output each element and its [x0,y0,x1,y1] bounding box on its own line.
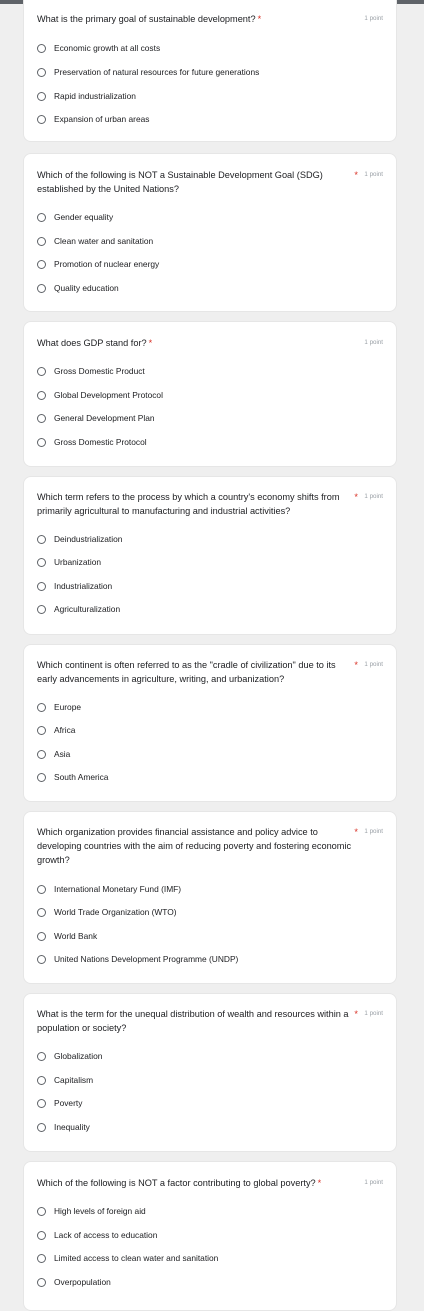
question-title: Which continent is often referred to as the "cradle of civilization" due to its early advancements in agriculture, writing, and urbanization? [37,660,336,684]
option-label: Asia [54,749,71,759]
required-marker: * [354,1009,358,1019]
radio-option[interactable] [37,388,163,402]
radio-option[interactable] [37,929,97,943]
required-marker: * [354,170,358,180]
question-title: Which of the following is NOT a Sustainable Development Goal (SDG) established by the United Nations? [37,170,323,194]
option-label: Promotion of nuclear energy [54,259,160,269]
radio-button[interactable] [37,605,46,614]
option-label: Economic growth at all costs [54,43,161,53]
required-marker: * [148,338,153,348]
radio-option[interactable] [37,411,155,425]
option-label: Expansion of urban areas [54,114,150,124]
radio-button[interactable] [37,750,46,759]
option-label: Deindustrialization [54,534,123,544]
radio-button[interactable] [37,726,46,735]
radio-option[interactable] [37,1228,157,1242]
radio-button[interactable] [37,1278,46,1287]
option-label: Lack of access to education [54,1230,158,1240]
radio-option[interactable] [37,532,122,546]
question-card [23,993,397,1152]
question-title: Which term refers to the process by which a country's economy shifts from primarily agricultural to manufacturing and industrial activities? [37,492,340,516]
option-label: United Nations Development Programme (UNDP) [54,954,239,964]
radio-button[interactable] [37,68,46,77]
option-label: Limited access to clean water and sanitation [54,1253,219,1263]
option-label: World Bank [54,931,98,941]
option-label: International Monetary Fund (IMF) [54,884,182,894]
radio-option[interactable] [37,1204,146,1218]
radio-button[interactable] [37,237,46,246]
option-label: High levels of foreign aid [54,1206,146,1216]
option-label: Africa [54,725,76,735]
radio-option[interactable] [37,210,113,224]
radio-button[interactable] [37,1123,46,1132]
option-label: General Development Plan [54,413,155,423]
option-label: Globalization [54,1051,103,1061]
option-label: Overpopulation [54,1277,111,1287]
radio-option[interactable] [37,700,81,714]
radio-option[interactable] [37,65,259,79]
radio-option[interactable] [37,579,112,593]
option-label: Rapid industrialization [54,91,136,101]
radio-button[interactable] [37,260,46,269]
question-title: What does GDP stand for? * [37,338,153,348]
radio-button[interactable] [37,1231,46,1240]
radio-option[interactable] [37,1275,111,1289]
points-label: 1 point [364,1010,383,1017]
radio-button[interactable] [37,367,46,376]
radio-button[interactable] [37,1207,46,1216]
radio-button[interactable] [37,1254,46,1263]
radio-option[interactable] [37,882,181,896]
radio-option[interactable] [37,905,177,919]
required-marker: * [354,492,358,502]
required-marker: * [354,827,358,837]
radio-option[interactable] [37,1073,93,1087]
option-label: Poverty [54,1098,83,1108]
option-label: World Trade Organization (WTO) [54,907,177,917]
radio-button[interactable] [37,535,46,544]
points-label: 1 point [364,1179,383,1186]
radio-button[interactable] [37,955,46,964]
question-card [23,1161,397,1311]
radio-button[interactable] [37,438,46,447]
radio-button[interactable] [37,44,46,53]
radio-button[interactable] [37,213,46,222]
option-label: Gross Domestic Protocol [54,437,147,447]
option-label: Global Development Protocol [54,390,163,400]
points-label: 1 point [364,339,383,346]
radio-option[interactable] [37,257,159,271]
radio-button[interactable] [37,558,46,567]
question-card [23,476,397,635]
radio-button[interactable] [37,391,46,400]
radio-option[interactable] [37,281,119,295]
option-label: Gender equality [54,212,114,222]
option-label: Gross Domestic Product [54,366,145,376]
radio-option[interactable] [37,112,149,126]
radio-option[interactable] [37,602,120,616]
radio-option[interactable] [37,89,136,103]
radio-button[interactable] [37,1076,46,1085]
points-label: 1 point [364,828,383,835]
radio-button[interactable] [37,92,46,101]
points-label: 1 point [364,15,383,22]
points-label: 1 point [364,493,383,500]
radio-button[interactable] [37,284,46,293]
question-card [23,644,397,802]
points-label: 1 point [364,661,383,668]
radio-option[interactable] [37,234,153,248]
radio-button[interactable] [37,908,46,917]
question-card [23,811,397,984]
question-title: Which organization provides financial assistance and policy advice to developing countries with the aim of reducing poverty and fostering economic growth? [37,827,352,865]
option-label: Europe [54,702,82,712]
option-label: Urbanization [54,557,102,567]
radio-option[interactable] [37,555,101,569]
option-label: Quality education [54,283,119,293]
radio-option[interactable] [37,364,145,378]
radio-option[interactable] [37,1120,90,1134]
radio-option[interactable] [37,1049,102,1063]
question-card [23,0,397,142]
radio-button[interactable] [37,1099,46,1108]
radio-button[interactable] [37,115,46,124]
radio-option[interactable] [37,770,108,784]
option-label: Industrialization [54,581,113,591]
question-title: What is the term for the unequal distribution of wealth and resources within a population or society? [37,1009,349,1033]
radio-button[interactable] [37,414,46,423]
option-label: Inequality [54,1122,90,1132]
option-label: South America [54,772,109,782]
radio-option[interactable] [37,435,147,449]
radio-option[interactable] [37,1251,218,1265]
radio-option[interactable] [37,1096,82,1110]
question-title: Which of the following is NOT a factor contributing to global poverty? * [37,1178,322,1188]
radio-button[interactable] [37,932,46,941]
radio-button[interactable] [37,582,46,591]
option-label: Preservation of natural resources for future generations [54,67,260,77]
option-label: Agriculturalization [54,604,121,614]
radio-option[interactable] [37,952,238,966]
required-marker: * [257,14,262,24]
radio-button[interactable] [37,1052,46,1061]
required-marker: * [354,660,358,670]
points-label: 1 point [364,171,383,178]
question-card [23,321,397,467]
option-label: Clean water and sanitation [54,236,154,246]
required-marker: * [317,1178,322,1188]
radio-button[interactable] [37,885,46,894]
option-label: Capitalism [54,1075,94,1085]
radio-option[interactable] [37,41,160,55]
radio-button[interactable] [37,703,46,712]
radio-option[interactable] [37,747,70,761]
question-card [23,153,397,312]
question-title: What is the primary goal of sustainable development? * [37,14,262,24]
radio-option[interactable] [37,723,75,737]
radio-button[interactable] [37,773,46,782]
